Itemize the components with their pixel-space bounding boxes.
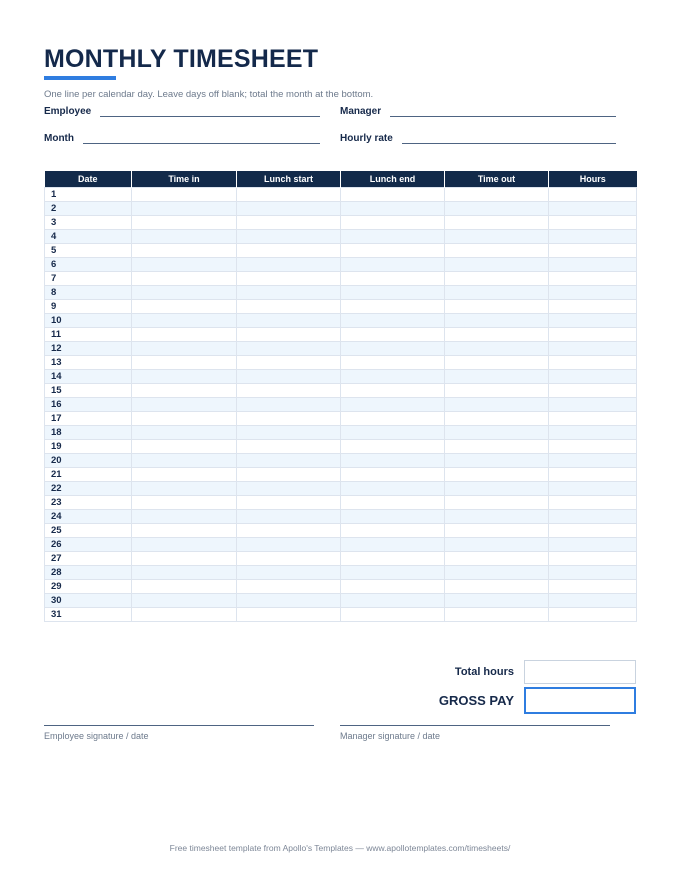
time-in-cell[interactable] xyxy=(132,496,237,510)
employee-field[interactable] xyxy=(44,105,320,117)
day-number: 30 xyxy=(45,594,132,608)
lunch-end-cell[interactable] xyxy=(341,426,445,440)
time-in-cell[interactable] xyxy=(132,426,237,440)
hours-cell[interactable] xyxy=(549,440,637,454)
table-row xyxy=(45,608,637,622)
employee-signature xyxy=(44,725,314,741)
column-header-time-in: Time in xyxy=(132,171,237,188)
time-in-cell[interactable] xyxy=(132,370,237,384)
hours-cell[interactable] xyxy=(549,188,637,202)
day-number: 10 xyxy=(45,314,132,328)
hours-cell[interactable] xyxy=(549,510,637,524)
lunch-end-cell[interactable] xyxy=(341,496,445,510)
day-number: 15 xyxy=(45,384,132,398)
manager-label: Manager xyxy=(340,106,382,117)
hours-cell[interactable] xyxy=(549,272,637,286)
day-number: 13 xyxy=(45,356,132,370)
time-in-cell[interactable] xyxy=(132,608,237,622)
time-out-cell[interactable] xyxy=(445,468,549,482)
table-row xyxy=(45,230,637,244)
table-row xyxy=(45,328,637,342)
hours-cell[interactable] xyxy=(549,342,637,356)
title-accent-bar xyxy=(44,76,116,80)
table-row xyxy=(45,454,637,468)
employee-signature-label: Employee signature / date xyxy=(44,731,149,741)
lunch-start-cell[interactable] xyxy=(237,188,341,202)
gross-pay-box[interactable] xyxy=(524,687,636,714)
time-in-cell[interactable] xyxy=(132,272,237,286)
lunch-start-cell[interactable] xyxy=(237,440,341,454)
column-header-lunch-start: Lunch start xyxy=(237,171,341,188)
lunch-start-cell[interactable] xyxy=(237,496,341,510)
lunch-end-cell[interactable] xyxy=(341,314,445,328)
time-in-cell[interactable] xyxy=(132,566,237,580)
hours-cell[interactable] xyxy=(549,580,637,594)
table-row xyxy=(45,384,637,398)
time-out-cell[interactable] xyxy=(445,440,549,454)
lunch-end-cell[interactable] xyxy=(341,594,445,608)
lunch-start-cell[interactable] xyxy=(237,342,341,356)
time-out-cell[interactable] xyxy=(445,188,549,202)
day-number: 5 xyxy=(45,244,132,258)
time-in-cell[interactable] xyxy=(132,482,237,496)
day-number: 19 xyxy=(45,440,132,454)
time-in-cell[interactable] xyxy=(132,580,237,594)
lunch-start-cell[interactable] xyxy=(237,356,341,370)
lunch-end-cell[interactable] xyxy=(341,552,445,566)
hourly-rate-input-line[interactable] xyxy=(402,132,616,144)
total-hours-label: Total hours xyxy=(454,666,514,678)
manager-signature-line[interactable] xyxy=(340,725,610,726)
table-row xyxy=(45,202,637,216)
hours-cell[interactable] xyxy=(549,314,637,328)
time-out-cell[interactable] xyxy=(445,412,549,426)
lunch-end-cell[interactable] xyxy=(341,258,445,272)
time-in-cell[interactable] xyxy=(132,356,237,370)
hours-cell[interactable] xyxy=(549,496,637,510)
time-in-cell[interactable] xyxy=(132,440,237,454)
month-label: Month xyxy=(44,133,74,144)
hours-cell[interactable] xyxy=(549,552,637,566)
table-row xyxy=(45,468,637,482)
hours-cell[interactable] xyxy=(549,328,637,342)
lunch-start-cell[interactable] xyxy=(237,608,341,622)
lunch-end-cell[interactable] xyxy=(341,216,445,230)
hours-cell[interactable] xyxy=(549,482,637,496)
lunch-end-cell[interactable] xyxy=(341,566,445,580)
lunch-start-cell[interactable] xyxy=(237,510,341,524)
lunch-start-cell[interactable] xyxy=(237,412,341,426)
day-number: 21 xyxy=(45,468,132,482)
lunch-end-cell[interactable] xyxy=(341,328,445,342)
day-number: 23 xyxy=(45,496,132,510)
day-number: 12 xyxy=(45,342,132,356)
total-hours-box[interactable] xyxy=(524,660,636,684)
day-number: 4 xyxy=(45,230,132,244)
time-out-cell[interactable] xyxy=(445,258,549,272)
day-number: 24 xyxy=(45,510,132,524)
employee-signature-line[interactable] xyxy=(44,725,314,726)
page-footer: Free timesheet template from Apollo's Templates — www.apollotemplates.com/timesheets/ xyxy=(169,843,511,853)
time-out-cell[interactable] xyxy=(445,216,549,230)
hours-cell[interactable] xyxy=(549,286,637,300)
manager-field[interactable] xyxy=(340,105,616,117)
table-row xyxy=(45,314,637,328)
lunch-end-cell[interactable] xyxy=(341,608,445,622)
lunch-start-cell[interactable] xyxy=(237,258,341,272)
day-number: 29 xyxy=(45,580,132,594)
hours-cell[interactable] xyxy=(549,370,637,384)
day-number: 27 xyxy=(45,552,132,566)
lunch-end-cell[interactable] xyxy=(341,272,445,286)
lunch-end-cell[interactable] xyxy=(341,286,445,300)
day-number: 2 xyxy=(45,202,132,216)
table-row xyxy=(45,426,637,440)
time-out-cell[interactable] xyxy=(445,608,549,622)
lunch-start-cell[interactable] xyxy=(237,426,341,440)
lunch-start-cell[interactable] xyxy=(237,454,341,468)
month-field[interactable] xyxy=(44,132,320,144)
hours-cell[interactable] xyxy=(549,384,637,398)
lunch-end-cell[interactable] xyxy=(341,454,445,468)
hours-cell[interactable] xyxy=(549,524,637,538)
lunch-end-cell[interactable] xyxy=(341,356,445,370)
lunch-start-cell[interactable] xyxy=(237,272,341,286)
time-in-cell[interactable] xyxy=(132,300,237,314)
time-out-cell[interactable] xyxy=(445,286,549,300)
time-out-cell[interactable] xyxy=(445,496,549,510)
hours-cell[interactable] xyxy=(549,258,637,272)
hours-cell[interactable] xyxy=(549,300,637,314)
time-out-cell[interactable] xyxy=(445,454,549,468)
time-out-cell[interactable] xyxy=(445,524,549,538)
hours-cell[interactable] xyxy=(549,454,637,468)
table-row xyxy=(45,370,637,384)
lunch-end-cell[interactable] xyxy=(341,342,445,356)
lunch-start-cell[interactable] xyxy=(237,328,341,342)
table-row xyxy=(45,594,637,608)
table-row xyxy=(45,258,637,272)
employee-input-line[interactable] xyxy=(100,105,320,117)
hours-cell[interactable] xyxy=(549,244,637,258)
page-subtitle: One line per calendar day. Leave days off blank; total the month at the bottom. xyxy=(44,89,374,100)
lunch-start-cell[interactable] xyxy=(237,300,341,314)
day-number: 20 xyxy=(45,454,132,468)
time-in-cell[interactable] xyxy=(132,524,237,538)
time-in-cell[interactable] xyxy=(132,202,237,216)
hourly-rate-field[interactable] xyxy=(340,132,616,144)
lunch-start-cell[interactable] xyxy=(237,398,341,412)
time-out-cell[interactable] xyxy=(445,510,549,524)
lunch-start-cell[interactable] xyxy=(237,216,341,230)
hours-cell[interactable] xyxy=(549,230,637,244)
hours-cell[interactable] xyxy=(549,566,637,580)
time-out-cell[interactable] xyxy=(445,552,549,566)
day-number: 26 xyxy=(45,538,132,552)
hours-cell[interactable] xyxy=(549,608,637,622)
time-in-cell[interactable] xyxy=(132,230,237,244)
time-in-cell[interactable] xyxy=(132,552,237,566)
day-number: 17 xyxy=(45,412,132,426)
lunch-start-cell[interactable] xyxy=(237,552,341,566)
table-row xyxy=(45,216,637,230)
time-out-cell[interactable] xyxy=(445,580,549,594)
lunch-end-cell[interactable] xyxy=(341,398,445,412)
lunch-start-cell[interactable] xyxy=(237,594,341,608)
lunch-start-cell[interactable] xyxy=(237,538,341,552)
day-number: 25 xyxy=(45,524,132,538)
lunch-end-cell[interactable] xyxy=(341,384,445,398)
table-row xyxy=(45,510,637,524)
time-out-cell[interactable] xyxy=(445,230,549,244)
lunch-end-cell[interactable] xyxy=(341,202,445,216)
time-out-cell[interactable] xyxy=(445,538,549,552)
gross-pay-label: GROSS PAY xyxy=(438,693,514,708)
time-in-cell[interactable] xyxy=(132,286,237,300)
lunch-start-cell[interactable] xyxy=(237,202,341,216)
page-title: MONTHLY TIMESHEET xyxy=(44,45,319,73)
lunch-start-cell[interactable] xyxy=(237,286,341,300)
time-out-cell[interactable] xyxy=(445,314,549,328)
table-row xyxy=(45,412,637,426)
hours-cell[interactable] xyxy=(549,468,637,482)
time-in-cell[interactable] xyxy=(132,188,237,202)
time-in-cell[interactable] xyxy=(132,342,237,356)
table-row xyxy=(45,524,637,538)
hours-cell[interactable] xyxy=(549,398,637,412)
table-row xyxy=(45,286,637,300)
time-in-cell[interactable] xyxy=(132,412,237,426)
lunch-start-cell[interactable] xyxy=(237,580,341,594)
column-header-hours: Hours xyxy=(549,171,637,188)
lunch-end-cell[interactable] xyxy=(341,244,445,258)
lunch-end-cell[interactable] xyxy=(341,188,445,202)
time-out-cell[interactable] xyxy=(445,566,549,580)
time-in-cell[interactable] xyxy=(132,398,237,412)
lunch-start-cell[interactable] xyxy=(237,524,341,538)
time-out-cell[interactable] xyxy=(445,342,549,356)
time-in-cell[interactable] xyxy=(132,328,237,342)
column-header-lunch-end: Lunch end xyxy=(341,171,445,188)
day-number: 22 xyxy=(45,482,132,496)
table-row xyxy=(45,580,637,594)
day-number: 18 xyxy=(45,426,132,440)
hours-cell[interactable] xyxy=(549,594,637,608)
lunch-end-cell[interactable] xyxy=(341,538,445,552)
day-number: 1 xyxy=(45,188,132,202)
hourly-rate-label: Hourly rate xyxy=(340,133,393,144)
lunch-end-cell[interactable] xyxy=(341,300,445,314)
table-row xyxy=(45,398,637,412)
lunch-end-cell[interactable] xyxy=(341,510,445,524)
timesheet-body xyxy=(45,188,637,622)
time-in-cell[interactable] xyxy=(132,258,237,272)
lunch-start-cell[interactable] xyxy=(237,384,341,398)
day-number: 7 xyxy=(45,272,132,286)
time-out-cell[interactable] xyxy=(445,594,549,608)
lunch-end-cell[interactable] xyxy=(341,482,445,496)
hours-cell[interactable] xyxy=(549,538,637,552)
table-row xyxy=(45,496,637,510)
day-number: 9 xyxy=(45,300,132,314)
time-out-cell[interactable] xyxy=(445,370,549,384)
lunch-end-cell[interactable] xyxy=(341,230,445,244)
hours-cell[interactable] xyxy=(549,412,637,426)
time-out-cell[interactable] xyxy=(445,398,549,412)
hours-cell[interactable] xyxy=(549,202,637,216)
lunch-end-cell[interactable] xyxy=(341,468,445,482)
time-out-cell[interactable] xyxy=(445,202,549,216)
time-in-cell[interactable] xyxy=(132,468,237,482)
lunch-end-cell[interactable] xyxy=(341,440,445,454)
column-header-date: Date xyxy=(45,171,132,188)
table-row xyxy=(45,300,637,314)
table-header-row xyxy=(45,171,637,188)
time-out-cell[interactable] xyxy=(445,272,549,286)
time-in-cell[interactable] xyxy=(132,314,237,328)
hours-cell[interactable] xyxy=(549,426,637,440)
time-in-cell[interactable] xyxy=(132,454,237,468)
lunch-start-cell[interactable] xyxy=(237,244,341,258)
time-out-cell[interactable] xyxy=(445,244,549,258)
time-in-cell[interactable] xyxy=(132,594,237,608)
column-header-time-out: Time out xyxy=(445,171,549,188)
time-in-cell[interactable] xyxy=(132,216,237,230)
time-in-cell[interactable] xyxy=(132,538,237,552)
day-number: 31 xyxy=(45,608,132,622)
time-out-cell[interactable] xyxy=(445,356,549,370)
timesheet-table xyxy=(44,171,637,622)
table-row xyxy=(45,440,637,454)
table-row xyxy=(45,244,637,258)
table-row xyxy=(45,272,637,286)
time-out-cell[interactable] xyxy=(445,384,549,398)
lunch-start-cell[interactable] xyxy=(237,314,341,328)
lunch-start-cell[interactable] xyxy=(237,468,341,482)
day-number: 6 xyxy=(45,258,132,272)
lunch-start-cell[interactable] xyxy=(237,230,341,244)
table-row xyxy=(45,538,637,552)
lunch-end-cell[interactable] xyxy=(341,580,445,594)
day-number: 3 xyxy=(45,216,132,230)
lunch-end-cell[interactable] xyxy=(341,524,445,538)
table-row xyxy=(45,356,637,370)
table-row xyxy=(45,482,637,496)
day-number: 11 xyxy=(45,328,132,342)
day-number: 14 xyxy=(45,370,132,384)
employee-label: Employee xyxy=(44,106,92,117)
time-out-cell[interactable] xyxy=(445,426,549,440)
month-input-line[interactable] xyxy=(83,132,320,144)
lunch-start-cell[interactable] xyxy=(237,566,341,580)
lunch-start-cell[interactable] xyxy=(237,370,341,384)
table-row xyxy=(45,342,637,356)
lunch-end-cell[interactable] xyxy=(341,370,445,384)
table-row xyxy=(45,566,637,580)
time-in-cell[interactable] xyxy=(132,384,237,398)
hours-cell[interactable] xyxy=(549,356,637,370)
day-number: 16 xyxy=(45,398,132,412)
table-row xyxy=(45,552,637,566)
day-number: 28 xyxy=(45,566,132,580)
table-row xyxy=(45,188,637,202)
time-out-cell[interactable] xyxy=(445,482,549,496)
manager-input-line[interactable] xyxy=(390,105,616,117)
lunch-start-cell[interactable] xyxy=(237,482,341,496)
manager-signature xyxy=(340,725,610,741)
time-in-cell[interactable] xyxy=(132,244,237,258)
time-out-cell[interactable] xyxy=(445,300,549,314)
manager-signature-label: Manager signature / date xyxy=(340,731,441,741)
time-in-cell[interactable] xyxy=(132,510,237,524)
lunch-end-cell[interactable] xyxy=(341,412,445,426)
time-out-cell[interactable] xyxy=(445,328,549,342)
day-number: 8 xyxy=(45,286,132,300)
hours-cell[interactable] xyxy=(549,216,637,230)
